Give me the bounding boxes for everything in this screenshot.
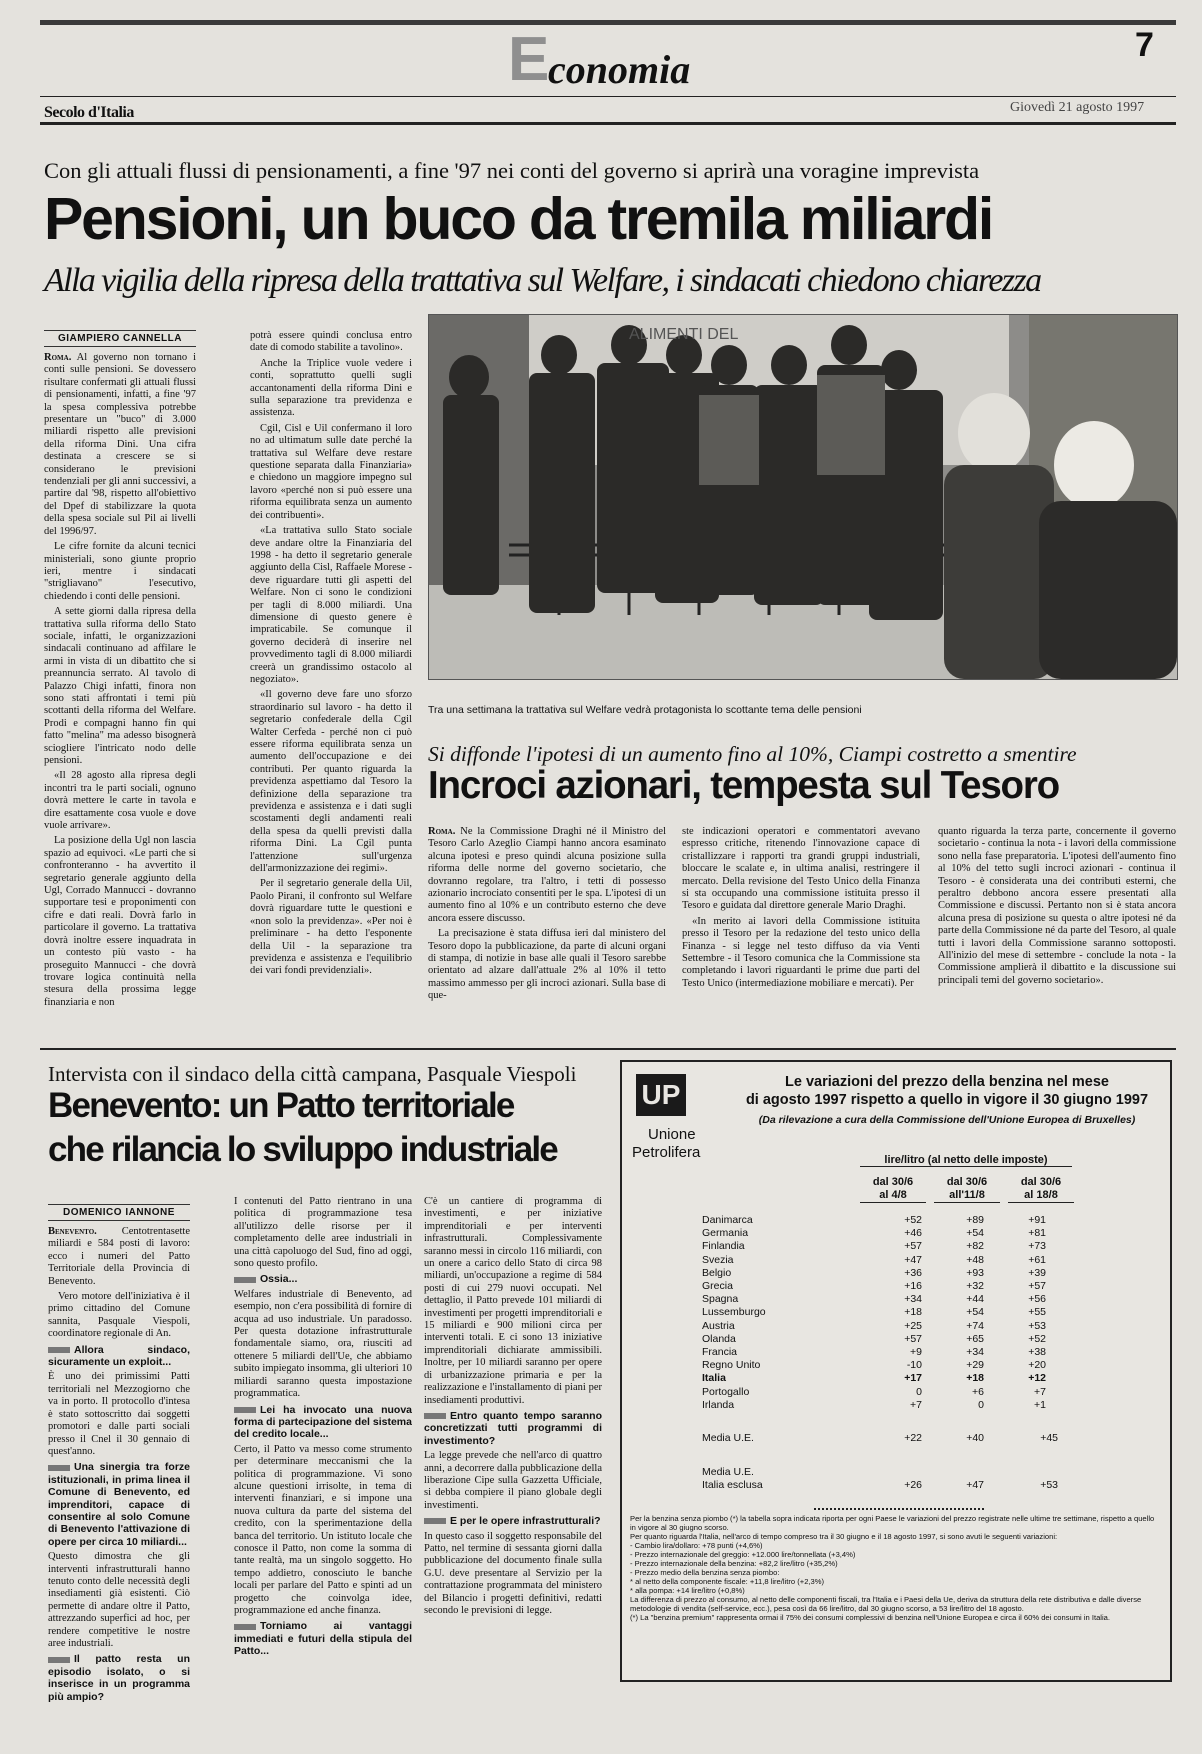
interview-question: Entro quanto tempo saranno concretizzati tutti programmi di investimento? bbox=[424, 1409, 602, 1447]
footnote-line: - Prezzo internazionale della benzina: +82,2 lire/litro (+35,2%) bbox=[630, 1559, 838, 1568]
main-col1-para: A sette giorni dalla ripresa della trattativa sulla riforma dello Stato sociale, infatti, le organizzazioni sindacali continuano ad affilare le armi in vista di un dibattito che si preannuncia serrato. Al tavolo di Palazzo Chigi infatti, finora non sono stati affrontati i temi più scottanti della riforma del Welfare. Prodi e compagni hanno fin qui fatto "melina" ma adesso bisognerà sciogliere l'intricato nodo delle pensioni. bbox=[44, 606, 196, 766]
country-name: Irlanda bbox=[702, 1398, 735, 1411]
org-name-line1: Unione bbox=[648, 1126, 696, 1143]
main-col1-para: «Il 28 agosto alla ripresa degli incontri tra le parti sociali, ognuno dovrà mettere le carte in tavola e dire esattamente cosa vuole e dove vuole arrivare». bbox=[44, 770, 196, 832]
org-name-line2: Petrolifera bbox=[632, 1144, 701, 1161]
interview-question: Una sinergia tra forze istituzionali, in prima linea il Comune di Benevento, ed imprenditori, capace di consentire al solo Comune di Benevento l'attivazione di opere per circa 10 miliardi... bbox=[48, 1461, 190, 1548]
price-change-cell: 0 bbox=[978, 1398, 984, 1411]
country-name: Italia bbox=[702, 1372, 726, 1385]
country-name: Belgio bbox=[702, 1266, 732, 1279]
section-logo bbox=[508, 25, 748, 94]
price-change-cell: +82 bbox=[966, 1240, 984, 1253]
third-headline-1: Benevento: un Patto territoriale bbox=[48, 1086, 514, 1125]
fuel-price-box bbox=[620, 1060, 1172, 1682]
interview-answer: La legge prevede che nell'arco di quattro anni, a decorrere dalla pubblicazione della liberazione Cipe sulla Gazzetta Ufficiale, si debba compiere il piano globale degli investimenti. bbox=[424, 1450, 602, 1511]
dateline: Roma. bbox=[428, 826, 456, 837]
footnote-line: - Prezzo medio della benzina senza piombo: bbox=[630, 1568, 780, 1577]
price-change-cell: +57 bbox=[904, 1240, 922, 1253]
price-change-cell: +29 bbox=[966, 1359, 984, 1372]
second-col2-para: ste indicazioni operatori e commentatori avevano espresso critiche, ritenendo l'innovazione capace di cristallizzare i rapporti tra grandi gruppi industriali, bloccare le scalate e, in ultima analisi, restringere il mercato. Della revisione del Testo Unico della Finanza si sta occupando una commissione istituita presso il Tesoro e guidata dal direttore generale Mario Draghi. bbox=[682, 826, 920, 912]
section-divider bbox=[40, 1048, 1176, 1050]
footnote-line: Per quanto riguarda l'Italia, nell'arco di tempo compreso tra il 30 giugno e il 18 agosto 1997, si sono avuti le seguenti variazioni: bbox=[630, 1532, 1058, 1541]
country-name: Grecia bbox=[702, 1280, 733, 1293]
price-change-cell: +9 bbox=[910, 1346, 922, 1359]
table-row bbox=[700, 1320, 1048, 1333]
country-name: Austria bbox=[702, 1319, 735, 1332]
price-change-cell: +20 bbox=[1028, 1359, 1046, 1372]
table-row bbox=[700, 1240, 1048, 1253]
price-change-cell: +55 bbox=[1028, 1306, 1046, 1319]
price-change-cell: +93 bbox=[966, 1266, 984, 1279]
price-change-cell: +74 bbox=[966, 1319, 984, 1332]
price-change-cell: 0 bbox=[916, 1385, 922, 1398]
masthead-rule-3 bbox=[40, 122, 1176, 125]
table-row bbox=[700, 1386, 1048, 1399]
second-col2-para: «In merito ai lavori della Commissione istituita presso il Tesoro per la redazione del testo unico della Finanza - si legge nel testo diffuso da via Venti Settembre - il Tesoro comunica che la Commissione sta completando i lavori riguardanti le prime due parti del Testo Unico (intermediazione mobiliare e mercati). Per bbox=[682, 915, 920, 989]
price-change-cell: +46 bbox=[904, 1227, 922, 1240]
table-row bbox=[700, 1293, 1048, 1306]
country-name: Danimarca bbox=[702, 1214, 753, 1226]
third-column-2 bbox=[234, 1196, 412, 1746]
table-row bbox=[700, 1214, 1048, 1227]
third-column-1 bbox=[48, 1226, 190, 1746]
footnote-line: - Cambio lira/dollaro: +78 punti (+4,6%) bbox=[630, 1541, 763, 1550]
main-headline: Pensioni, un buco da tremila miliardi bbox=[44, 186, 993, 252]
col-header-3: dal 30/6 al 18/8 bbox=[1008, 1176, 1074, 1203]
interview-answer: C'è un cantiere di programma di investimenti, e per iniziative imprenditoriali e per interventi infrastrutturali. Complessivamente saranno messi in circolo 116 miliardi, con un onere a carico dello Stato di circa 98 miliardi, un'occupazione a regime di 584 posti di cui 279 nuovi occupati. Nel dettaglio, il Patto prevede 101 miliardi di investimenti per progetti imprenditoriali e 15 miliardi e 900 milioni circa per interventi totali. E ci sono 13 iniziative imprenditoriali dichiarate ammissibili. Inoltre, per 10 miliardi saranno per opere di urbanizzazione primaria e per la realizzazione e l'installamento di piani per insediamenti produttivi. bbox=[424, 1196, 602, 1406]
main-subhead: Alla vigilia della ripresa della trattativa sul Welfare, i sindacati chiedono chiarezza bbox=[44, 262, 1041, 299]
second-column-2 bbox=[682, 826, 920, 1044]
price-change-cell: +54 bbox=[966, 1306, 984, 1319]
price-change-cell: +18 bbox=[904, 1306, 922, 1319]
price-change-cell: +57 bbox=[1028, 1280, 1046, 1293]
country-name: Regno Unito bbox=[702, 1359, 761, 1372]
interview-question: Il patto resta un episodio isolato, o si inserisce in un programma più ampio? bbox=[48, 1653, 190, 1703]
second-col3-para: quanto riguarda la terza parte, concernente il governo societario - continua la nota - i lavori della commissione sono nella fase preparatoria. L'ipotesi dell'aumento fino al 10% del tetto sugli incroci azionari - continua il Tesoro - è considerata una dei contributi esterni, che peraltro debbono ancora essere presentati alla Commissione e discussi. Pertanto non si è stata ancora alcuna presa di posizione su questa o altre ipotesi né da parte della Commissione né da parte del Tesoro, al quale tutti i lavori della Commissione saranno sottoposti. All'inizio del mese di settembre - conclude la nota - la Commissione amplierà il dibattito e la discussione sui principali temi del governo societario». bbox=[938, 826, 1176, 986]
price-change-cell: +12 bbox=[1028, 1372, 1046, 1385]
price-change-cell: +44 bbox=[966, 1293, 984, 1306]
price-change-cell: +91 bbox=[1028, 1214, 1046, 1226]
fuel-title-line1: Le variazioni del prezzo della benzina nel mese bbox=[785, 1074, 1109, 1090]
third-byline: DOMENICO IANNONE bbox=[48, 1204, 190, 1221]
interview-question: Lei ha invocato una nuova forma di partecipazione del sistema del credito locale... bbox=[234, 1403, 412, 1441]
price-change-cell: +34 bbox=[904, 1293, 922, 1306]
price-change-cell: +34 bbox=[966, 1346, 984, 1359]
footnote-line: Per la benzina senza piombo (*) la tabella sopra indicata riporta per ogni Paese le variazioni del prezzo registrate nelle ultime tre settimane, rispetto a quello in vigore al 30 giugno scorso. bbox=[630, 1514, 1155, 1532]
masthead-top-rule bbox=[40, 20, 1176, 25]
price-change-cell: +61 bbox=[1028, 1253, 1046, 1266]
price-change-cell: +81 bbox=[1028, 1227, 1046, 1240]
table-row bbox=[700, 1399, 1048, 1412]
country-name: Portogallo bbox=[702, 1385, 750, 1398]
main-col2-para: Per il segretario generale della Uil, Paolo Pirani, il confronto sul Welfare dovrà riguardare tutte le questioni e «non solo la previdenza». «Per noi è preliminare - ha detto l'esponente della Uil - la separazione tra previdenza e assistenza e l'equilibrio dei vari fondi previdenziali». bbox=[250, 878, 412, 977]
interview-answer: In questo caso il soggetto responsabile del Patto, nel termine di sessanta giorni dalla pubblicazione del documento finale sulla G.U. deve presentare al Servizio per la contrattazione programmata del ministero del Bilancio i progetti definitivi, redatti secondo le previsioni di legge. bbox=[424, 1530, 602, 1616]
second-column-1 bbox=[428, 826, 666, 1044]
col-header-2: dal 30/6 all'11/8 bbox=[934, 1176, 1000, 1203]
country-name: Francia bbox=[702, 1346, 738, 1359]
main-col2-para: Cgil, Cisl e Uil confermano il loro no ad ultimatum sulle date perché la trattativa sul Welfare deve restare questione separata dalla Finanziaria» e chiedono un maggiore impegno sul lavoro «perché non si può essere una riforma equilibrata senza un aumento dei contribuenti». bbox=[250, 422, 412, 521]
media-ue-value: +45 bbox=[1040, 1432, 1058, 1444]
media-ue-ex-value: +47 bbox=[966, 1479, 984, 1491]
main-col2-para: Anche la Triplice vuole vedere i conti, soprattutto quelli sugli accantonamenti della riforma Dini e sulla separazione tra previdenza e assistenza. bbox=[250, 357, 412, 419]
media-ue-ex-value: +26 bbox=[904, 1479, 922, 1491]
main-col1-para: Roma. Al governo non tornano i conti sulle pensioni. Se dovessero risultare confermati gli attuali flussi di pensionamenti, infatti, a fine '97 la spesa complessiva potrebbe presentare un "buco" di 3.000 miliardi rispetto alle previsioni della riforma Dini. Una cifra destinata a crescere se si considerano le previsioni tendenziali per gli anni successivi, a partire dal '98, rispetto all'obiettivo del Dpef di stabilizzare la quota della spesa sociale sul Pil ai livelli del 1996/97. bbox=[44, 352, 196, 537]
table-row bbox=[700, 1280, 1048, 1293]
price-change-cell: +25 bbox=[904, 1319, 922, 1332]
table-row bbox=[700, 1254, 1048, 1267]
price-change-cell: +17 bbox=[904, 1372, 922, 1385]
third-kicker: Intervista con il sindaco della città campana, Pasquale Viespoli bbox=[48, 1062, 577, 1086]
section-logo-word: conomia bbox=[548, 47, 691, 92]
dateline: Benevento. bbox=[48, 1226, 97, 1237]
section-logo-letter: E bbox=[508, 25, 550, 94]
footnote-line: * al netto della componente fiscale: +11,8 lire/litro (+2,3%) bbox=[630, 1577, 825, 1586]
fuel-table bbox=[700, 1214, 1048, 1412]
photo-sign-text: ALIMENTI DEL bbox=[629, 326, 739, 343]
second-column-3 bbox=[938, 826, 1176, 1044]
main-col1-para: Le cifre fornite da alcuni tecnici ministeriali, sono giunte proprio ieri, mentre i sindacati "strigliavano" l'esecutivo, chiedendo i conti delle pensioni. bbox=[44, 541, 196, 602]
second-col1-para: La precisazione è stata diffusa ieri dal ministero del Tesoro dopo la pubblicazione, da parte di alcuni organi di stampa, di notizie in base alle quali il Tesoro sarebbe orientato ad alzare dall'attuale 2% al 10% il tetto massimo ammesso per gli incroci azionari. Sulla base di que- bbox=[428, 928, 666, 1002]
news-photo bbox=[428, 314, 1178, 680]
third-headline-2: che rilancia lo sviluppo industriale bbox=[48, 1130, 557, 1169]
table-row bbox=[700, 1359, 1048, 1372]
price-change-cell: +52 bbox=[1028, 1332, 1046, 1345]
footnote-divider bbox=[814, 1508, 984, 1510]
price-change-cell: +32 bbox=[966, 1280, 984, 1293]
interview-answer: Questo dimostra che gli interventi infrastrutturali hanno tenuto conto delle necessità degli insediamenti già esistenti. Ciò permette di andare oltre il Patto, attrezzando superfici ad hoc, per rendere competitive le nostre aree industriali. bbox=[48, 1551, 190, 1649]
country-name: Germania bbox=[702, 1227, 749, 1240]
page-number: 7 bbox=[1135, 26, 1154, 64]
interview-answer: Welfares industriale di Benevento, ad esempio, non c'era possibilità di fornire di acqua ad uso industriale. Un paradosso. Per questa dotazione infrastrutturale fondamentale siamo, ora, riusciti ad ottenere 5 miliardi dell'Ue, che abbiamo subito impiegato insomma, gli ulteriori 10 miliardi saranno questa impostazione programmatica. bbox=[234, 1288, 412, 1400]
country-name: Spagna bbox=[702, 1293, 739, 1306]
price-change-cell: +54 bbox=[966, 1227, 984, 1240]
price-change-cell: +18 bbox=[966, 1372, 984, 1385]
price-change-cell: +38 bbox=[1028, 1346, 1046, 1359]
media-ue-ex-label2: Italia esclusa bbox=[702, 1479, 763, 1491]
media-ue-ex-value: +53 bbox=[1040, 1479, 1058, 1491]
price-change-cell: -10 bbox=[906, 1359, 922, 1372]
interview-question: Allora sindaco, sicuramente un exploit... bbox=[48, 1343, 190, 1369]
fuel-source: (Da rilevazione a cura della Commissione dell'Unione Europea di Bruxelles) bbox=[758, 1114, 1136, 1126]
footnote-line: * alla pompa: +14 lire/litro (+0,8%) bbox=[630, 1586, 745, 1595]
price-change-cell: +7 bbox=[910, 1398, 922, 1411]
main-column-2 bbox=[250, 330, 412, 1042]
up-logo-icon: UP bbox=[636, 1074, 686, 1116]
price-change-cell: +16 bbox=[904, 1280, 922, 1293]
footnote-line: La differenza di prezzo al consumo, al netto delle componenti fiscali, tra l'Italia e i Paesi della Ue, deriva da struttura della rete distributiva e dalle diverse metodologie di vendita (self-service, ecc.), pesa così da 66 lire/litro, dal 30 giugno scorso, a 53 lire/litro del 18 agosto. bbox=[630, 1595, 1142, 1613]
interview-question: E per le opere infrastrutturali? bbox=[424, 1515, 602, 1527]
main-byline: GIAMPIERO CANNELLA bbox=[44, 330, 196, 347]
price-change-cell: +65 bbox=[966, 1332, 984, 1345]
main-col1-para: La posizione della Ugl non lascia spazio ad equivoci. «Le parti che si confronteranno - ha avvertito il segretario generale aggiunto della Ugl, Corrado Mannucci - dovranno supportare tesi e proponimenti con cifre e dati reali. Dovrà farlo in particolare il governo. La trattativa dovrà inoltre essere inquadrata in un contesto più vasto - ha proseguito Mannucci - che dovrà trovare logica continuità nella stesura della prossima legge finanziaria e non bbox=[44, 835, 196, 1008]
second-col1-para: Roma. Ne la Commissione Draghi né il Ministro del Tesoro Carlo Azeglio Ciampi hanno ancora esaminato alcuna ipotesi e preso quindi alcuna posizione sulla riforma delle norme del governo societario, che dovranno regolare, tra l'altro, i tetti di possesso azionario incrociato consentiti per le spa. L'ipotesi di un aumento fino al 10% e un contributo esterno che deve ancora essere discusso. bbox=[428, 826, 666, 924]
price-change-cell: +53 bbox=[1028, 1319, 1046, 1332]
main-column-1 bbox=[44, 352, 196, 1042]
price-change-cell: +36 bbox=[904, 1266, 922, 1279]
main-kicker: Con gli attuali flussi di pensionamenti, a fine '97 nei conti del governo si aprirà una voragine imprevista bbox=[44, 158, 980, 183]
price-change-cell: +48 bbox=[966, 1253, 984, 1266]
interview-question: Torniamo ai vantaggi immediati e futuri della stipula del Patto... bbox=[234, 1620, 412, 1658]
main-col2-para: «La trattativa sullo Stato sociale deve andare oltre la Finanziaria del 1998 - ha detto il segretario generale aggiunto della Cisl, Raffaele Morese - deve riguardare tutti gli aspetti del Welfare. Non ci sono le condizioni per tagli di 8.000 miliardi. Una dimensione di questo genere è impraticabile. Se comunque il governo deciderà di inserire nel provvedimento tagli di 8.000 miliardi creerà un grandissimo ostacolo al negoziato». bbox=[250, 525, 412, 685]
table-row bbox=[700, 1227, 1048, 1240]
photo-caption: Tra una settimana la trattativa sul Welfare vedrà protagonista lo scottante tema delle pensioni bbox=[428, 704, 862, 716]
price-change-cell: +57 bbox=[904, 1332, 922, 1345]
price-change-cell: +89 bbox=[966, 1214, 984, 1226]
table-row bbox=[700, 1306, 1048, 1319]
third-col1-para: Vero motore dell'iniziativa è il primo cittadino del Comune sannita, Pasquale Viespoli, coordinatore regionale di An. bbox=[48, 1291, 190, 1340]
media-ue-ex-label1: Media U.E. bbox=[702, 1466, 754, 1478]
price-change-cell: +52 bbox=[904, 1214, 922, 1226]
footnote-line: - Prezzo internazionale del greggio: +12.000 lire/tonnellata (+3,4%) bbox=[630, 1550, 856, 1559]
country-name: Olanda bbox=[702, 1332, 736, 1345]
third-col1-para: Benevento. Centotrentasette miliardi e 584 posti di lavoro: ecco i numeri del Patto Territoriale della Provincia di Benevento. bbox=[48, 1226, 190, 1287]
fuel-title-line2: di agosto 1997 rispetto a quello in vigore il 30 giugno 1997 bbox=[745, 1092, 1149, 1108]
newspaper-name: Secolo d'Italia bbox=[44, 104, 134, 121]
media-ue-value: +40 bbox=[966, 1432, 984, 1444]
main-col2-para: «Il governo deve fare uno sforzo straordinario sul lavoro - ha detto il segretario confederale della Cgil Walter Cerfeda - perché non ci può essere riforma equilibrata senza un aumento dell'occupazione e dei contributi. Per quanto riguarda la previdenza aspettiamo dal Tesoro la definizione della separazione tra previdenza e assistenza e i dati sugli scostamenti degli andamenti reali della spesa da quelli previsti dalla riforma Dini. La Cgil punta l'attenzione sull'urgenza dell'armonizzazione dei regimi». bbox=[250, 689, 412, 875]
col-header-1: dal 30/6 al 4/8 bbox=[860, 1176, 926, 1203]
media-ue-label: Media U.E. bbox=[702, 1432, 754, 1444]
dateline: Roma. bbox=[44, 352, 72, 363]
interview-answer: È uno dei primissimi Patti territoriali nel Mezzogiorno che va in porto. Il protocollo d'intesa è stato sottoscritto dai soggetti promotori e dalle parti sociali presso il Cnel il 30 gennaio di quest'anno. bbox=[48, 1371, 190, 1457]
photo-illustration bbox=[429, 315, 1177, 679]
table-row bbox=[700, 1333, 1048, 1346]
price-change-cell: +39 bbox=[1028, 1266, 1046, 1279]
interview-answer: I contenuti del Patto rientrano in una politica di programmazione tesa all'utilizzo delle risorse per il completamento delle aree industriali in una città capoluogo del Sud, fino ad oggi, sono questo profilo. bbox=[234, 1196, 412, 1270]
country-name: Finlandia bbox=[702, 1240, 745, 1253]
table-row bbox=[700, 1346, 1048, 1359]
media-ue-value: +22 bbox=[904, 1432, 922, 1444]
interview-question: Ossia... bbox=[234, 1273, 412, 1285]
footnote-line: (*) La "benzina premium" rappresenta ormai il 75% dei consumi complessivi di benzina nell'Unione Europea e circa il 60% dei consumi in Italia. bbox=[630, 1613, 1111, 1622]
price-change-cell: +73 bbox=[1028, 1240, 1046, 1253]
second-kicker: Si diffonde l'ipotesi di un aumento fino al 10%, Ciampi costretto a smentire bbox=[428, 742, 1077, 766]
price-change-cell: +7 bbox=[1034, 1385, 1046, 1398]
table-row bbox=[700, 1267, 1048, 1280]
country-name: Svezia bbox=[702, 1253, 734, 1266]
second-headline: Incroci azionari, tempesta sul Tesoro bbox=[428, 764, 1059, 807]
issue-date: Giovedì 21 agosto 1997 bbox=[1010, 100, 1145, 115]
masthead-rule-2 bbox=[40, 96, 1176, 97]
third-column-3 bbox=[424, 1196, 602, 1746]
country-name: Lussemburgo bbox=[702, 1306, 766, 1319]
interview-answer: Certo, il Patto va messo come strumento per determinare meccanismi che la politica di programmazione. Vi sono alcune questioni irrisolte, in tema di interventi finanziari, e si impone una nuova cultura da parte del sistema del credito, con la sperimentazione della banca del territorio. Un istituto locale che conosce il Patto, non come la somma di tante realtà, ma un singolo soggetto. Ho tempo addietro, conosciuto le banche locali per parlare del Patto e spinti ad un progetto che coinvolga idee, programmazione ed anche finanza. bbox=[234, 1443, 412, 1616]
table-row bbox=[700, 1372, 1048, 1385]
unit-header: lire/litro (al netto delle imposte) bbox=[860, 1154, 1072, 1167]
price-change-cell: +47 bbox=[904, 1253, 922, 1266]
price-change-cell: +56 bbox=[1028, 1293, 1046, 1306]
price-change-cell: +1 bbox=[1034, 1398, 1046, 1411]
fuel-footnotes bbox=[630, 1514, 1158, 1672]
price-change-cell: +6 bbox=[972, 1385, 984, 1398]
main-col2-para: potrà essere quindi conclusa entro date di comodo stabilite a tavolino». bbox=[250, 330, 412, 354]
